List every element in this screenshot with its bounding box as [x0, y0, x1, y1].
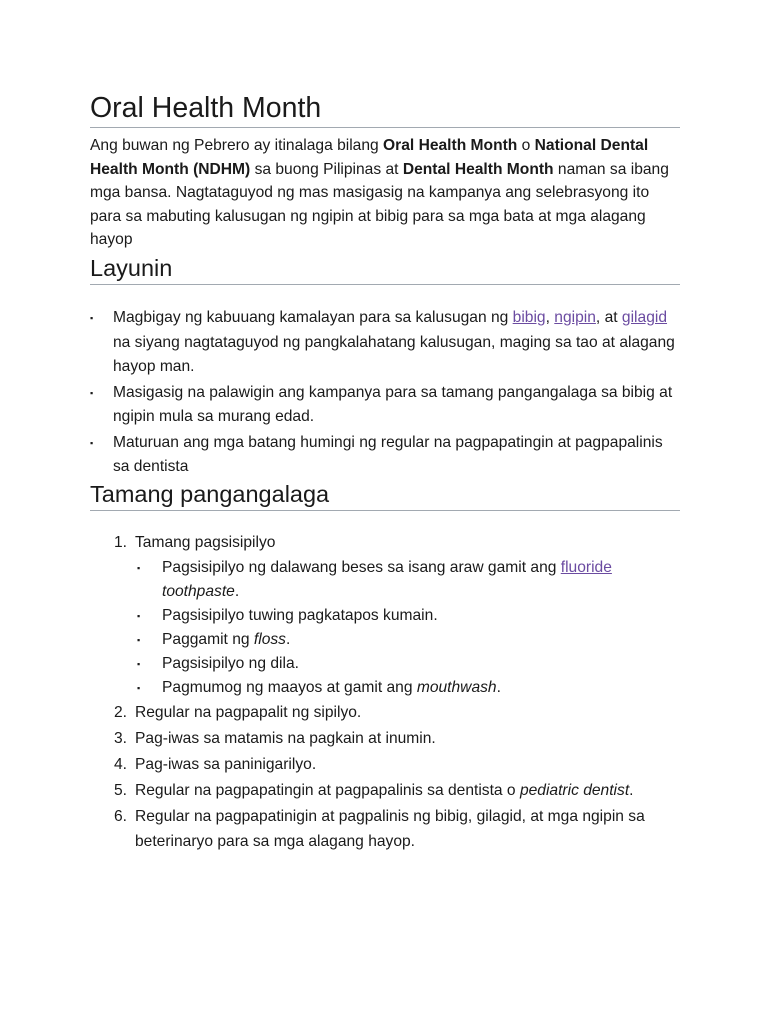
bullet-icon: ▪: [90, 437, 94, 448]
sub-text: Pagsisipilyo ng dila.: [162, 654, 299, 672]
intro-text: sa buong Pilipinas at: [250, 160, 403, 178]
section-heading-tamang-pangangalaga: Tamang pangangalaga: [90, 478, 680, 511]
sub-list: [135, 556, 680, 700]
sub-italic: mouthwash: [416, 678, 497, 696]
sub-text: .: [496, 678, 501, 696]
care-list: [114, 531, 680, 856]
intro-bold-oral-health-month: Oral Health Month: [383, 137, 518, 154]
intro-text: naman sa ibang mga bansa. Nagtataguyod ng mas masigasig na kampanya ang selebrasyong ito para sa mabuting kalusugan ng ngipin at bibig para sa mga bata at mga alagang hayop: [90, 160, 669, 248]
list-item: [90, 306, 680, 380]
section-heading-layunin: Layunin: [90, 252, 680, 285]
sub-text: Paggamit ng: [162, 630, 254, 648]
item-text: Regular na pagpapatinigin at pagpalinis ng bibig, gilagid, at mga ngipin sa beterinaryo para sa mga alagang hayop.: [135, 808, 645, 850]
item-text: Regular na pagpapalit ng sipilyo.: [135, 704, 362, 721]
sub-text: Pagsisipilyo tuwing pagkatapos kumain.: [162, 606, 438, 624]
sub-list-item: [137, 676, 680, 700]
item-text: .: [629, 782, 634, 799]
bullet-icon: ▪: [137, 658, 141, 669]
page-title: Oral Health Month: [90, 89, 680, 128]
bullet-icon: ▪: [137, 610, 141, 621]
goal-text: Magbigay ng kabuuang kamalayan para sa kalusugan ng: [113, 309, 513, 326]
list-item: [114, 779, 680, 804]
item-number: 5.: [114, 782, 128, 799]
list-item: [114, 531, 680, 700]
item-text: Tamang pagsisipilyo: [135, 534, 276, 551]
goal-text: ,: [545, 309, 555, 326]
item-number: 3.: [114, 730, 128, 747]
list-item: [114, 701, 680, 726]
intro-paragraph: [90, 134, 680, 252]
link-fluoride[interactable]: fluoride: [560, 558, 612, 576]
link-ngipin[interactable]: ngipin: [554, 309, 596, 326]
link-bibig[interactable]: bibig: [512, 309, 546, 326]
sub-italic: toothpaste: [162, 582, 235, 600]
item-number: 4.: [114, 756, 128, 773]
bullet-icon: ▪: [137, 562, 141, 573]
intro-bold-ndhm: National Dental Health Month (NDHM): [90, 137, 649, 178]
goal-text: , at: [595, 309, 622, 326]
list-item: [90, 431, 680, 480]
sub-text: .: [285, 630, 291, 648]
intro-text: o: [517, 137, 535, 154]
goal-text: Maturuan ang mga batang humingi ng regular na pagpapatingin at pagpapalinis sa dentista: [113, 433, 663, 475]
item-number: 1.: [114, 534, 128, 551]
sub-text: .: [234, 582, 240, 600]
goal-text: Masigasig na palawigin ang kampanya para sa tamang pangangalaga sa bibig at ngipin mula sa murang edad.: [113, 383, 673, 425]
item-italic: pediatric dentist: [519, 782, 630, 799]
item-text: Pag-iwas sa matamis na pagkain at inumin.: [135, 730, 436, 747]
sub-italic: floss: [253, 630, 286, 648]
sub-list-item: [137, 652, 680, 676]
sub-list-item: [137, 604, 680, 628]
bullet-icon: ▪: [137, 634, 141, 645]
bullet-icon: ▪: [137, 682, 141, 693]
sub-text: Pagsisipilyo ng dalawang beses sa isang araw gamit ang: [162, 558, 561, 576]
bullet-icon: ▪: [90, 387, 94, 398]
sub-list-item: [137, 628, 680, 652]
link-gilagid[interactable]: gilagid: [621, 309, 668, 326]
bullet-icon: ▪: [90, 313, 94, 323]
sub-list-item: [137, 556, 680, 604]
sub-text: Pagmumog ng maayos at gamit ang: [162, 678, 417, 696]
item-text: Pag-iwas sa paninigarilyo.: [135, 756, 317, 773]
intro-text: Ang buwan ng Pebrero ay itinalaga bilang: [90, 137, 384, 154]
item-text: Regular na pagpapatingin at pagpapalinis sa dentista o: [135, 782, 520, 799]
list-item: [114, 727, 680, 752]
item-number: 6.: [114, 808, 128, 825]
item-number: 2.: [114, 704, 128, 721]
list-item: [114, 805, 680, 854]
list-item: [114, 753, 680, 778]
goals-list: [90, 306, 680, 481]
intro-bold-dental-health-month: Dental Health Month: [402, 160, 554, 178]
list-item: [90, 381, 680, 430]
goal-text: na siyang nagtataguyod ng pangkalahatang kalusugan, maging sa tao at alagang hayop man.: [113, 333, 675, 375]
